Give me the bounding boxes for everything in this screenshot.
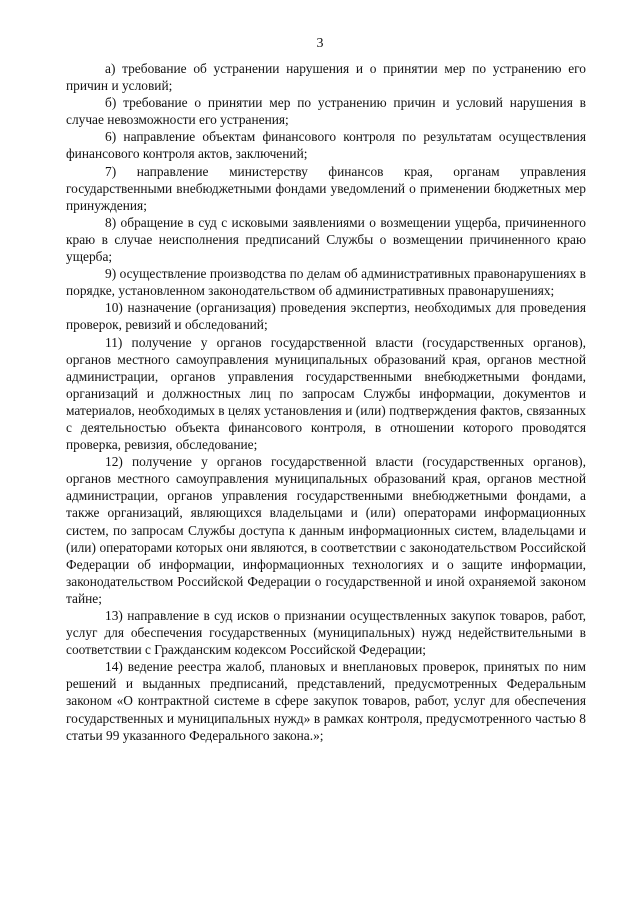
paragraph-item-9: 9) осуществление производства по делам об административных правонарушениях в порядке, установленном законодательством об административных правонарушениях; <box>66 266 586 299</box>
paragraph-item-6: 6) направление объектам финансового контроля по результатам осуществления финансового контроля актов, заключений; <box>66 129 586 162</box>
page-number: 3 <box>316 36 324 51</box>
paragraph-item-13: 13) направление в суд исков о признании осуществленных закупок товаров, работ, услуг для обеспечения государственных (муниципальных) нужд недействительными в соответствии с Гражданским кодексом Российской Федерации; <box>66 608 586 658</box>
paragraph-item-14: 14) ведение реестра жалоб, плановых и внеплановых проверок, принятых по ним решений и выданных предписаний, представлений, предусмотренных Федеральным законом «О контрактной системе в сфере закупок товаров, работ, услуг для обеспечения государственных и муниципальных нужд» в рамках контроля, предусмотренного частью 8 статьи 99 указанного Федерального закона.»; <box>66 659 586 743</box>
paragraph-item-b: б) требование о принятии мер по устранению причин и условий нарушения в случае невозможности его устранения; <box>66 95 586 128</box>
document-body <box>66 60 586 744</box>
paragraph-item-7: 7) направление министерству финансов края, органам управления государственными внебюджетными фондами уведомлений о применении бюджетных мер принуждения; <box>66 163 586 213</box>
paragraph-item-12: 12) получение у органов государственной власти (государственных органов), органов местного самоуправления муниципальных образований края, органов местной администрации, органов управления государственными внебюджетными фондами, а также организаций, являющихся владельцами и (или) операторами информационных систем, по запросам Службы доступа к данным информационных систем, владельцами и (или) операторами которых они являются, в соответствии с законодательством Российской Федерации об информации, информационных технологиях и о защите информации, законодательством Российской Федерации о государственной и иной охраняемой законом тайне; <box>66 454 586 606</box>
paragraph-item-10: 10) назначение (организация) проведения экспертиз, необходимых для проведения проверок, ревизий и обследований; <box>66 300 586 333</box>
paragraph-item-a: а) требование об устранении нарушения и о принятии мер по устранению его причин и условий; <box>66 61 586 94</box>
paragraph-item-8: 8) обращение в суд с исковыми заявлениями о возмещении ущерба, причиненного краю в случае неисполнения предписаний Службы о возмещении причиненного краю ущерба; <box>66 214 586 265</box>
paragraph-item-11: 11) получение у органов государственной власти (государственных органов), органов местного самоуправления муниципальных образований края, органов местной администрации, органов управления государственными внебюджетными фондами, организаций и должностных лиц по запросам Службы информации, документов и материалов, необходимых в целях установления и (или) подтверждения фактов, связанных с деятельностью объекта финансового контроля, в отношении которого проводятся проверка, ревизия, обследование; <box>66 334 586 453</box>
